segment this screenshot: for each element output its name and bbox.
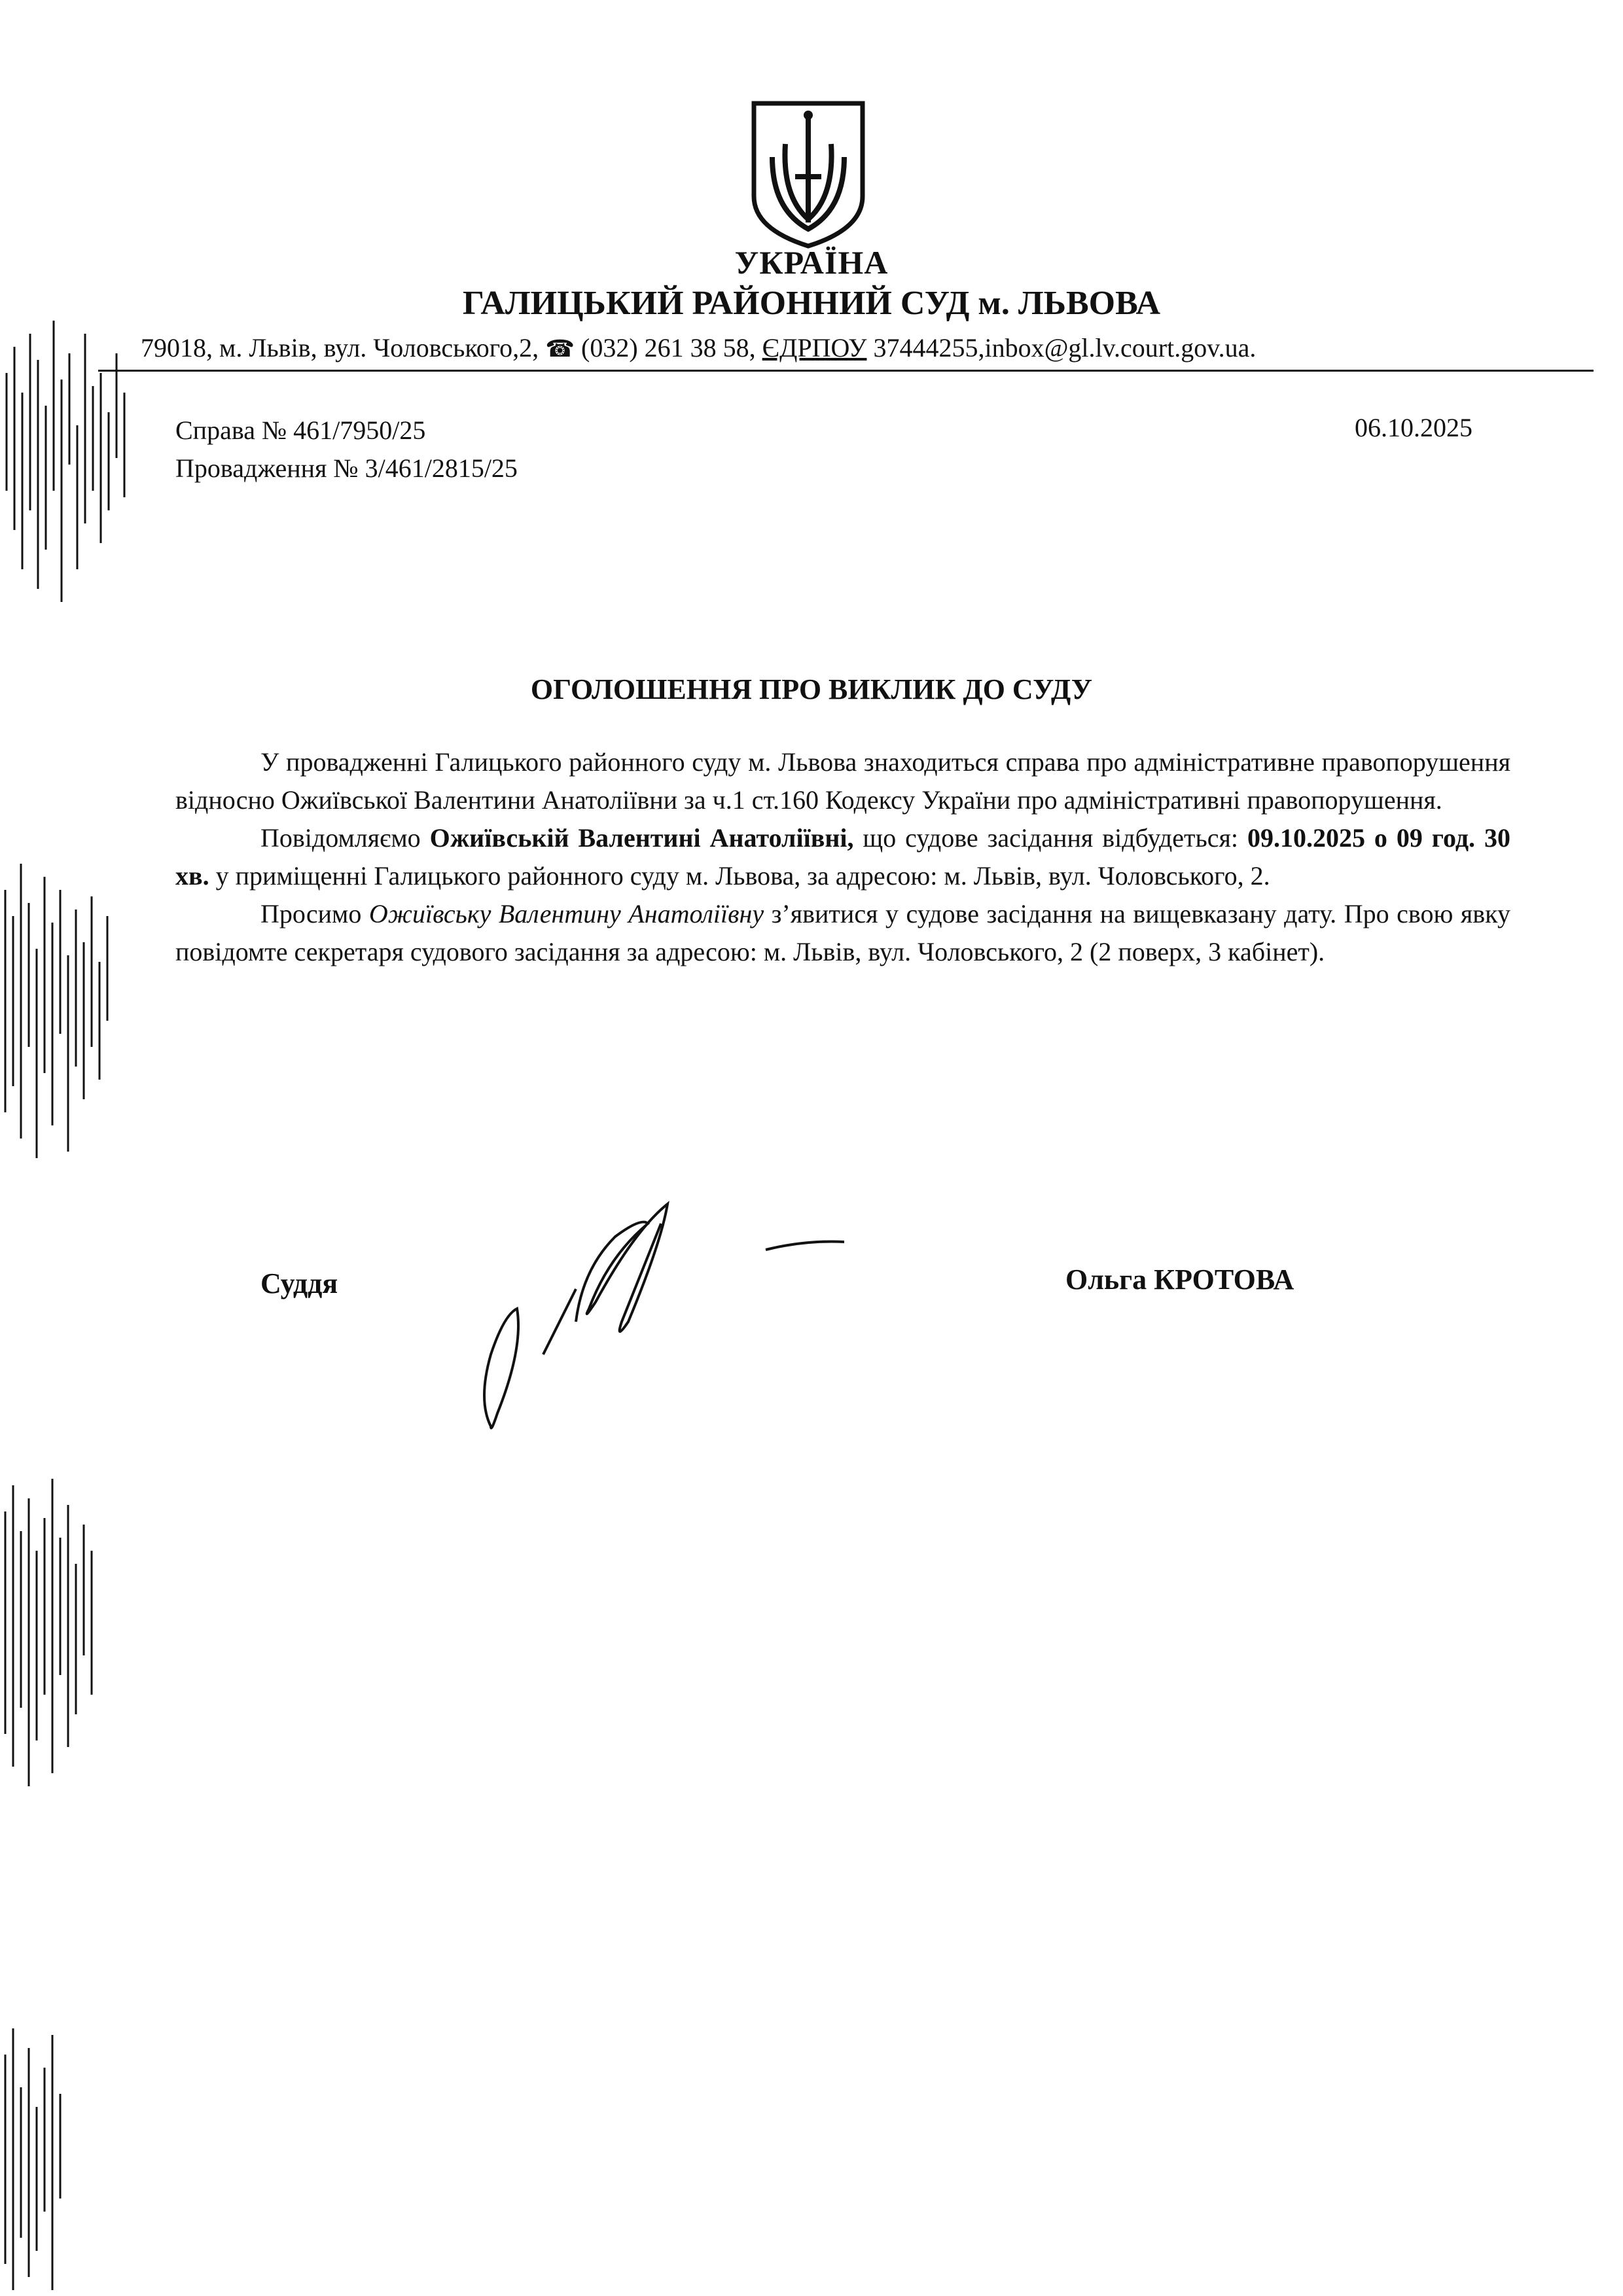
header-divider	[98, 370, 1594, 372]
paragraph-2	[175, 819, 1510, 895]
paragraph-2-text: Повідомляємо	[260, 823, 430, 853]
paragraph-1: У провадженні Галицького районного суду м. Львова знаходиться справа про адміністративне правопорушення відносно Ожиївської Валентини Анатоліївни за ч.1 ст.160 Кодексу України про адміністративні правопорушення.	[175, 747, 1510, 815]
scan-noise-middle	[0, 851, 164, 1178]
judge-name: Ольга КРОТОВА	[1065, 1263, 1294, 1296]
country-heading: УКРАЇНА	[734, 244, 889, 281]
paragraph-2-text: що судове засідання відбудеться:	[853, 823, 1247, 853]
scan-noise-lower	[0, 1459, 164, 1799]
paragraph-2-text: у приміщенні Галицького районного суду м. Львова, за адресою: м. Львів, вул. Чоловського, 2.	[209, 861, 1270, 891]
coat-of-arms-icon	[746, 98, 870, 250]
proceeding-number: Провадження № 3/461/2815/25	[175, 453, 518, 483]
edrpou-label: ЄДРПОУ	[762, 333, 867, 362]
paragraph-3	[175, 895, 1510, 971]
document-title: ОГОЛОШЕННЯ ПРО ВИКЛИК ДО СУДУ	[530, 673, 1093, 705]
phone-icon: ☎	[545, 336, 575, 362]
scan-noise-bottom	[0, 2015, 164, 2296]
paragraph-3-text: з’явитися у судове засідання на вищевказану дату. Про свою явку повідомте секретаря судового засідання за адресою: м. Львів, вул. Чоловського, 2 (2 поверх, 3 кабінет).	[175, 899, 1510, 966]
paragraph-3-text: Просимо	[260, 899, 369, 928]
document-date: 06.10.2025	[1355, 413, 1472, 442]
case-number: Справа № 461/7950/25	[175, 415, 426, 445]
defendant-name-italic: Ожиївську Валентину Анатоліївну	[368, 899, 764, 928]
court-contacts	[141, 332, 1256, 363]
hearing-datetime: 09.10.2025 о 09 год. 30 хв.	[175, 823, 1510, 891]
court-phone: (032) 261 38 58,	[581, 333, 756, 362]
judge-label: Суддя	[260, 1267, 338, 1299]
defendant-name-bold: Ожиївській Валентині Анатоліївні,	[429, 823, 854, 853]
handwritten-signature	[452, 1191, 844, 1453]
edrpou-email: 37444255,inbox@gl.lv.court.gov.ua.	[873, 333, 1257, 362]
court-address: 79018, м. Львів, вул. Чоловського,2,	[141, 333, 539, 362]
court-name: ГАЛИЦЬКИЙ РАЙОННИЙ СУД м. ЛЬВОВА	[462, 285, 1161, 322]
document-body	[175, 743, 1510, 971]
scan-noise-top	[0, 294, 164, 622]
